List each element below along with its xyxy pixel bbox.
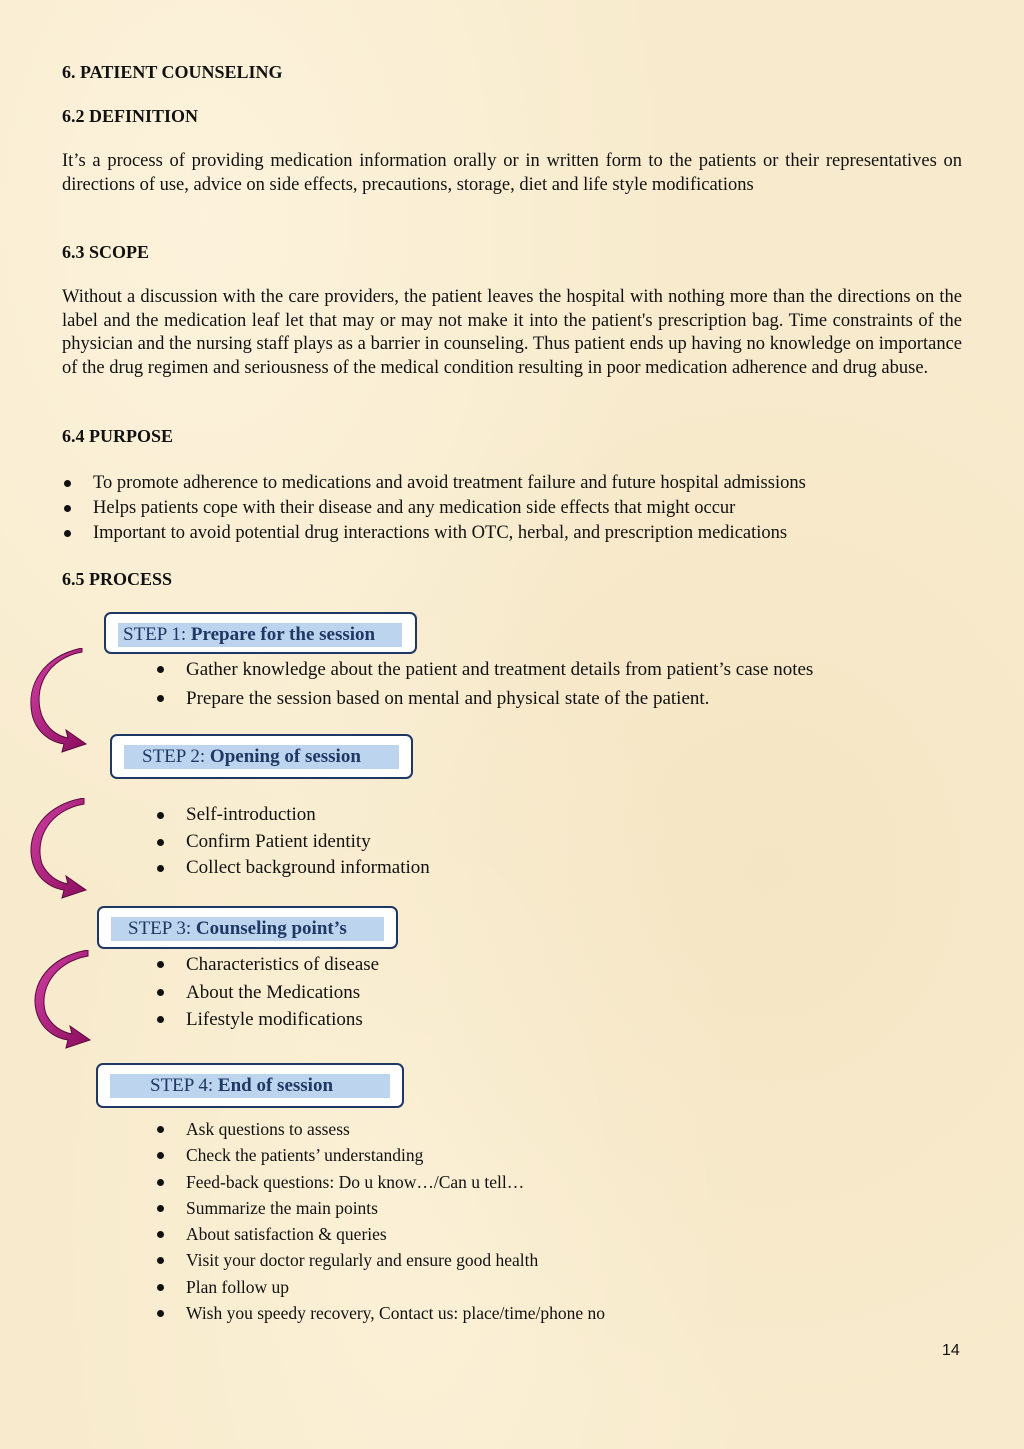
section-heading-purpose: 6.4 PURPOSE	[62, 426, 174, 446]
step-3-label	[111, 917, 384, 941]
list-item: About satisfaction & queries	[155, 1221, 605, 1247]
list-item: Collect background information	[155, 855, 430, 882]
list-item: About the Medications	[155, 979, 379, 1007]
list-item: Gather knowledge about the patient and treatment details from patient’s case notes	[155, 655, 813, 684]
list-item: Characteristics of disease	[155, 951, 379, 979]
list-item: Feed-back questions: Do u know…/Can u tell…	[155, 1169, 605, 1195]
scope-paragraph: Without a discussion with the care providers, the patient leaves the hospital with nothing more than the directions on the label and the medication leaf let that may or may not make it into the patient's prescription bag. Time constraints of the physician and the nursing staff plays as a barrier in counseling. Thus patient ends up having no knowledge on importance of the drug regimen and seriousness of the medical condition resulting in poor medication adherence and drug abuse.	[62, 287, 962, 378]
step-4-title: End of session	[217, 1075, 334, 1096]
page-number: 14	[942, 1342, 960, 1359]
step-2-title: Opening of session	[209, 746, 361, 767]
step-2-list	[155, 802, 430, 882]
curved-arrow-icon	[30, 648, 90, 754]
step-1-label	[118, 623, 402, 647]
purpose-list	[62, 471, 806, 546]
step-2-prefix: STEP 2:	[142, 746, 210, 767]
list-item: Check the patients’ understanding	[155, 1142, 605, 1168]
step-1-list	[155, 655, 813, 713]
curved-arrow-icon	[34, 950, 94, 1050]
list-item: Self-introduction	[155, 802, 430, 829]
list-item: Wish you speedy recovery, Contact us: place/time/phone no	[155, 1300, 605, 1326]
list-item: Important to avoid potential drug interactions with OTC, herbal, and prescription medications	[62, 521, 806, 546]
step-4-list	[155, 1116, 605, 1326]
list-item: Summarize the main points	[155, 1195, 605, 1221]
step-2-label	[124, 745, 399, 769]
list-item: Lifestyle modifications	[155, 1006, 379, 1034]
step-3-prefix: STEP 3:	[128, 918, 196, 939]
list-item: To promote adherence to medications and avoid treatment failure and future hospital admissions	[62, 471, 806, 496]
section-heading-definition: 6.2 DEFINITION	[62, 106, 199, 126]
list-item: Ask questions to assess	[155, 1116, 605, 1142]
definition-paragraph: It’s a process of providing medication information orally or in written form to the patients or their representatives on directions of use, advice on side effects, precautions, storage, diet and life style modifications	[62, 151, 962, 195]
section-heading-process: 6.5 PROCESS	[62, 569, 173, 589]
curved-arrow-icon	[30, 798, 90, 900]
step-1-prefix: STEP 1:	[123, 624, 191, 645]
step-4-prefix: STEP 4:	[150, 1075, 218, 1096]
list-item: Helps patients cope with their disease and any medication side effects that might occur	[62, 496, 806, 521]
list-item: Confirm Patient identity	[155, 829, 430, 856]
section-heading-scope: 6.3 SCOPE	[62, 242, 150, 262]
list-item: Visit your doctor regularly and ensure good health	[155, 1247, 605, 1273]
list-item: Prepare the session based on mental and physical state of the patient.	[155, 684, 813, 713]
section-heading-patient-counseling: 6. PATIENT COUNSELING	[62, 62, 283, 82]
step-3-title: Counseling point’s	[195, 918, 347, 939]
step-1-title: Prepare for the session	[190, 624, 376, 645]
step-3-list	[155, 951, 379, 1034]
step-4-label	[110, 1074, 390, 1098]
list-item: Plan follow up	[155, 1274, 605, 1300]
